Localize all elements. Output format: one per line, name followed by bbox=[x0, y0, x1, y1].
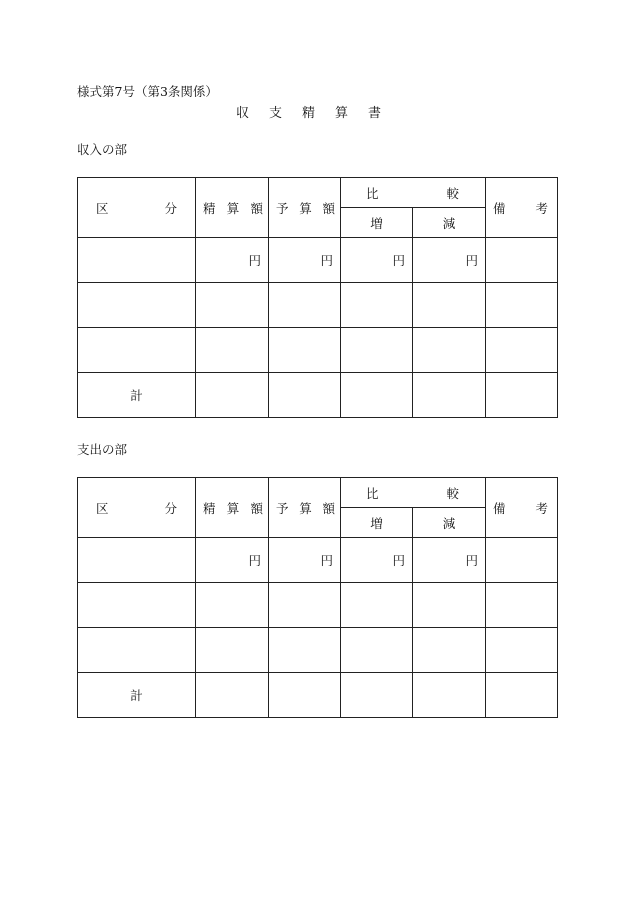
cell-biko[interactable] bbox=[486, 673, 558, 718]
cell-kubun[interactable] bbox=[78, 328, 196, 373]
cell-yosan[interactable] bbox=[269, 673, 341, 718]
expense-table bbox=[77, 477, 558, 718]
cell-zo[interactable]: 円 bbox=[341, 238, 413, 283]
header-gen: 減 bbox=[413, 508, 486, 538]
table-row bbox=[78, 283, 558, 328]
cell-kubun[interactable] bbox=[78, 628, 196, 673]
cell-gen[interactable]: 円 bbox=[413, 538, 486, 583]
cell-gen[interactable] bbox=[413, 328, 486, 373]
cell-zo[interactable] bbox=[341, 373, 413, 418]
cell-zo[interactable] bbox=[341, 673, 413, 718]
table-row bbox=[78, 238, 558, 283]
cell-kubun[interactable] bbox=[78, 583, 196, 628]
header-hikaku: 比 較 bbox=[341, 478, 486, 508]
cell-gen[interactable] bbox=[413, 628, 486, 673]
total-label: 計 bbox=[78, 673, 196, 718]
cell-biko[interactable] bbox=[486, 538, 558, 583]
cell-seisan[interactable] bbox=[196, 373, 269, 418]
cell-zo[interactable]: 円 bbox=[341, 538, 413, 583]
cell-seisan[interactable]: 円 bbox=[196, 238, 269, 283]
header-biko: 備 考 bbox=[486, 478, 558, 538]
header-seisan: 精 算 額 bbox=[196, 178, 269, 238]
header-yosan: 予 算 額 bbox=[269, 478, 341, 538]
cell-biko[interactable] bbox=[486, 328, 558, 373]
cell-seisan[interactable] bbox=[196, 583, 269, 628]
cell-biko[interactable] bbox=[486, 238, 558, 283]
header-biko: 備 考 bbox=[486, 178, 558, 238]
table-row bbox=[78, 538, 558, 583]
cell-zo[interactable] bbox=[341, 628, 413, 673]
cell-yosan[interactable] bbox=[269, 328, 341, 373]
cell-gen[interactable] bbox=[413, 583, 486, 628]
cell-kubun[interactable] bbox=[78, 538, 196, 583]
cell-yosan[interactable] bbox=[269, 373, 341, 418]
expense-section-label: 支出の部 bbox=[77, 442, 128, 457]
table-row bbox=[78, 328, 558, 373]
cell-yosan[interactable]: 円 bbox=[269, 538, 341, 583]
cell-kubun[interactable] bbox=[78, 283, 196, 328]
table-row bbox=[78, 628, 558, 673]
cell-yosan[interactable] bbox=[269, 283, 341, 328]
document-title: 収支精算書 bbox=[236, 106, 402, 121]
cell-kubun[interactable] bbox=[78, 238, 196, 283]
cell-biko[interactable] bbox=[486, 283, 558, 328]
cell-seisan[interactable] bbox=[196, 673, 269, 718]
header-kubun: 区 分 bbox=[78, 178, 196, 238]
header-yosan: 予 算 額 bbox=[269, 178, 341, 238]
cell-gen[interactable]: 円 bbox=[413, 238, 486, 283]
header-kubun: 区 分 bbox=[78, 478, 196, 538]
income-table bbox=[77, 177, 558, 418]
income-section-label: 収入の部 bbox=[77, 142, 128, 157]
cell-zo[interactable] bbox=[341, 583, 413, 628]
cell-yosan[interactable]: 円 bbox=[269, 238, 341, 283]
header-zo: 増 bbox=[341, 208, 413, 238]
header-gen: 減 bbox=[413, 208, 486, 238]
cell-biko[interactable] bbox=[486, 583, 558, 628]
cell-zo[interactable] bbox=[341, 328, 413, 373]
cell-seisan[interactable] bbox=[196, 328, 269, 373]
cell-biko[interactable] bbox=[486, 628, 558, 673]
cell-seisan[interactable]: 円 bbox=[196, 538, 269, 583]
total-row bbox=[78, 373, 558, 418]
header-hikaku: 比 較 bbox=[341, 178, 486, 208]
cell-gen[interactable] bbox=[413, 373, 486, 418]
cell-gen[interactable] bbox=[413, 673, 486, 718]
cell-biko[interactable] bbox=[486, 373, 558, 418]
table-row bbox=[78, 583, 558, 628]
total-row bbox=[78, 673, 558, 718]
cell-seisan[interactable] bbox=[196, 628, 269, 673]
total-label: 計 bbox=[78, 373, 196, 418]
header-zo: 増 bbox=[341, 508, 413, 538]
cell-yosan[interactable] bbox=[269, 583, 341, 628]
cell-seisan[interactable] bbox=[196, 283, 269, 328]
cell-zo[interactable] bbox=[341, 283, 413, 328]
header-seisan: 精 算 額 bbox=[196, 478, 269, 538]
cell-gen[interactable] bbox=[413, 283, 486, 328]
form-number: 様式第7号（第3条関係） bbox=[77, 84, 218, 99]
cell-yosan[interactable] bbox=[269, 628, 341, 673]
